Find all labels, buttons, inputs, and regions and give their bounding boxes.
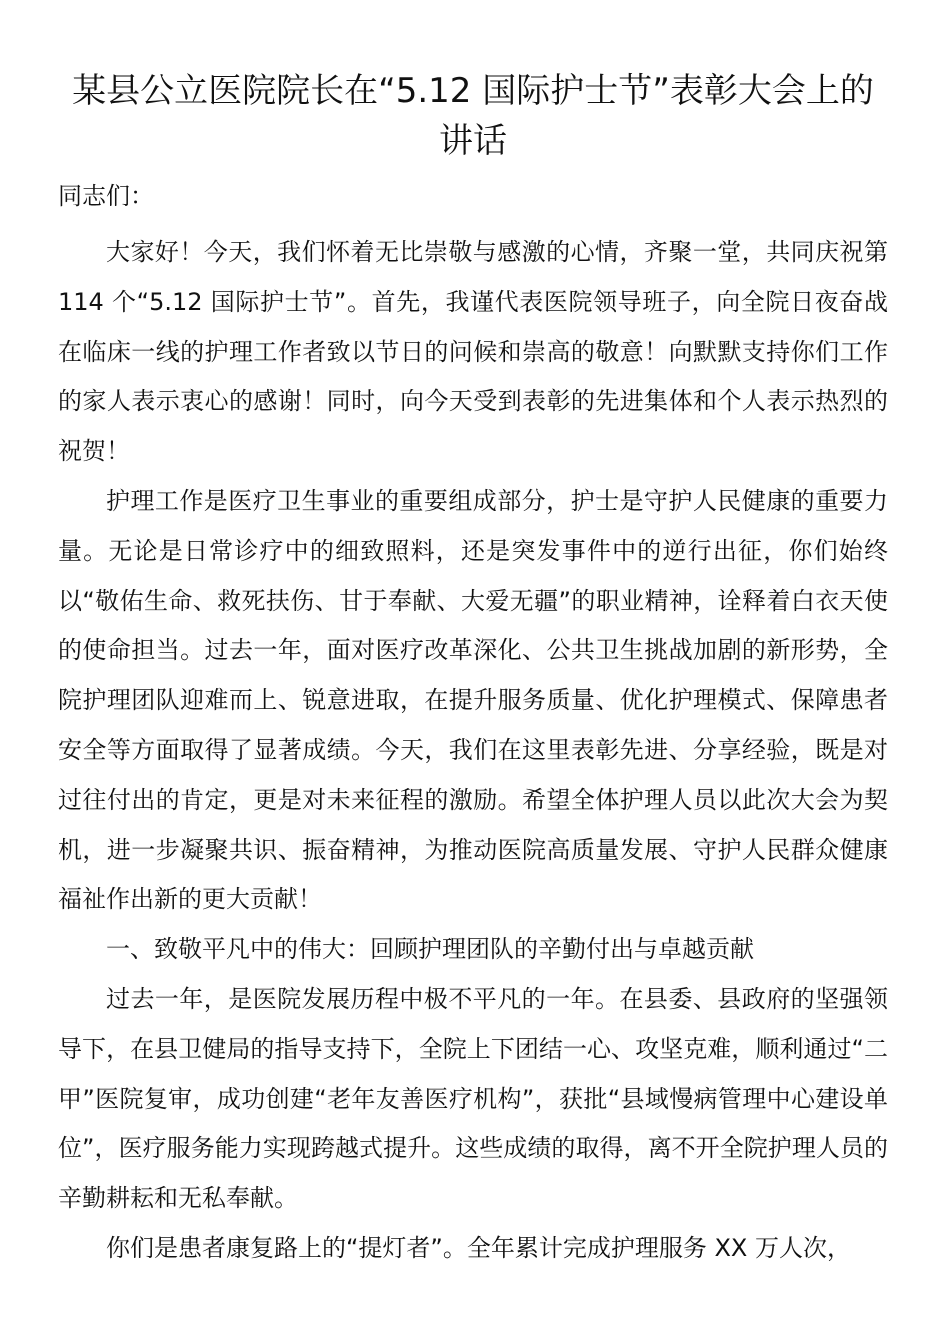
paragraph-lamp-bearers: 你们是患者康复路上的“提灯者”。全年累计完成护理服务 XX 万人次， bbox=[106, 1233, 852, 1262]
paragraph-past-year: 过去一年，是医院发展历程中极不平凡的一年。在县委、县政府的坚强领导下，在县卫健局的指导支持下，全院上下团结一心、攻坚克难，顺利通过“二甲”医院复审，成功创建“老年友善医疗机构”，获批“县域慢病管理中心建设单位”，医疗服务能力实现跨越式提升。这些成绩的取得，离不开全院护理人员的辛勤耕耘和无私奉献。 bbox=[58, 984, 888, 1213]
salutation: 同志们： bbox=[58, 182, 154, 210]
paragraph-greeting: 大家好！今天，我们怀着无比崇敬与感激的心情，齐聚一堂，共同庆祝第 114 个“5.12 国际护士节”。首先，我谨代表医院领导班子，向全院日夜奋战在临床一线的护理工作者致以节日的问候和崇高的敬意！向默默支持你们工作的家人表示衷心的感谢！同时，向今天受到表彰的先进集体和个人表示热烈的祝贺！ bbox=[58, 238, 888, 466]
section-heading-1: 一、致敬平凡中的伟大：回顾护理团队的辛勤付出与卓越贡献 bbox=[106, 935, 754, 964]
paragraph-nursing-importance: 护理工作是医疗卫生事业的重要组成部分，护士是守护人民健康的重要力量。无论是日常诊疗中的细致照料，还是突发事件中的逆行出征，你们始终以“敬佑生命、救死扶伤、甘于奉献、大爱无疆”的职业精神，诠释着白衣天使的使命担当。过去一年，面对医疗改革深化、公共卫生挑战加剧的新形势，全院护理团队迎难而上、锐意进取，在提升服务质量、优化护理模式、保障患者安全等方面取得了显著成绩。今天，我们在这里表彰先进、分享经验，既是对过往付出的肯定，更是对未来征程的激励。希望全体护理人员以此次大会为契机，进一步凝聚共识、振奋精神，为推动医院高质量发展、守护人民群众健康福祉作出新的更大贡献！ bbox=[58, 486, 888, 914]
document-title: 某县公立医院院长在“5.12 国际护士节”表彰大会上的讲话 bbox=[72, 71, 874, 161]
